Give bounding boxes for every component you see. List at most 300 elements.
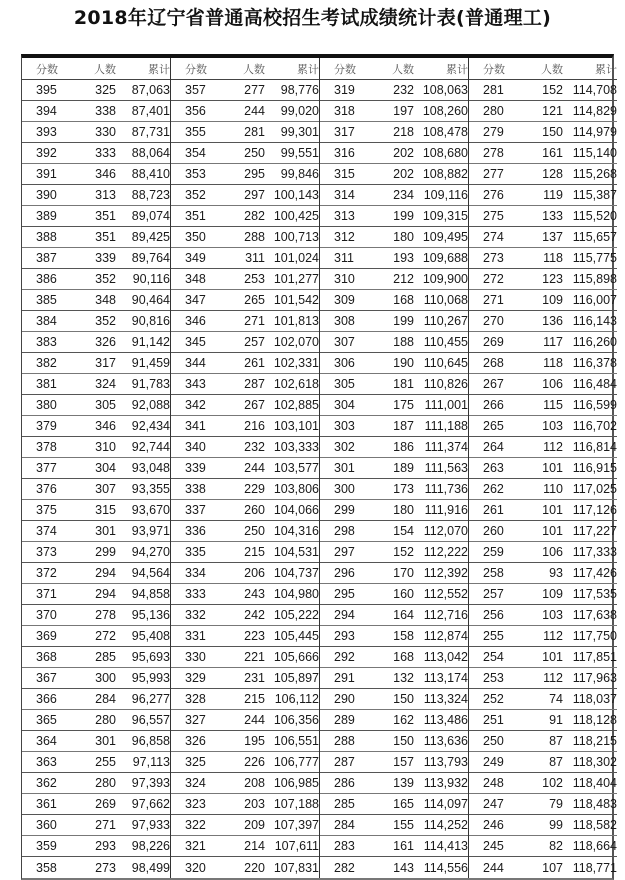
score-cell: 324 bbox=[185, 776, 206, 790]
table-row bbox=[469, 269, 617, 290]
table-row bbox=[171, 248, 319, 269]
score-cell: 311 bbox=[334, 251, 354, 265]
score-cell: 358 bbox=[36, 860, 57, 875]
table-row bbox=[22, 521, 170, 542]
count-cell: 294 bbox=[95, 566, 116, 580]
count-cell: 199 bbox=[393, 314, 414, 328]
count-cell: 244 bbox=[244, 461, 265, 475]
cumulative-cell: 91,142 bbox=[131, 335, 170, 349]
header-cumulative: 累计 bbox=[148, 62, 170, 76]
table-row bbox=[22, 185, 170, 206]
cumulative-cell: 102,618 bbox=[273, 377, 319, 391]
count-cell: 261 bbox=[244, 356, 265, 370]
score-cell: 346 bbox=[185, 314, 206, 328]
score-cell: 288 bbox=[334, 734, 355, 748]
table-row bbox=[171, 710, 319, 731]
score-cell: 286 bbox=[334, 776, 355, 790]
score-cell: 321 bbox=[185, 839, 206, 853]
cumulative-cell: 107,831 bbox=[273, 860, 319, 875]
cumulative-cell: 116,260 bbox=[572, 335, 617, 349]
count-cell: 299 bbox=[95, 545, 116, 559]
table-row bbox=[171, 227, 319, 248]
table-row bbox=[171, 395, 319, 416]
count-cell: 187 bbox=[393, 419, 414, 433]
score-cell: 338 bbox=[185, 482, 206, 496]
score-cell: 367 bbox=[36, 671, 57, 685]
table-row bbox=[171, 80, 319, 101]
count-cell: 103 bbox=[542, 419, 563, 433]
table-row bbox=[469, 815, 617, 836]
score-cell: 355 bbox=[185, 125, 206, 139]
count-cell: 324 bbox=[95, 377, 116, 391]
cumulative-cell: 117,426 bbox=[572, 566, 617, 580]
score-cell: 287 bbox=[334, 755, 355, 769]
table-row bbox=[320, 689, 468, 710]
cumulative-cell: 102,885 bbox=[273, 398, 319, 412]
table-row bbox=[22, 101, 170, 122]
cumulative-cell: 87,401 bbox=[131, 104, 170, 118]
score-cell: 328 bbox=[185, 692, 206, 706]
table-row bbox=[320, 500, 468, 521]
score-cell: 380 bbox=[36, 398, 57, 412]
count-cell: 255 bbox=[95, 755, 116, 769]
table-row bbox=[320, 248, 468, 269]
table-row bbox=[22, 437, 170, 458]
cumulative-cell: 99,301 bbox=[280, 125, 319, 139]
score-cell: 348 bbox=[185, 272, 206, 286]
score-cell: 375 bbox=[36, 503, 57, 517]
count-cell: 136 bbox=[542, 314, 563, 328]
cumulative-cell: 113,486 bbox=[423, 713, 468, 727]
table-row bbox=[171, 521, 319, 542]
score-cell: 268 bbox=[483, 356, 504, 370]
table-row bbox=[469, 458, 617, 479]
count-cell: 158 bbox=[393, 629, 414, 643]
score-cell: 257 bbox=[483, 587, 504, 601]
cumulative-cell: 103,577 bbox=[273, 461, 319, 475]
table-row bbox=[22, 206, 170, 227]
count-cell: 232 bbox=[393, 83, 414, 97]
score-cell: 351 bbox=[185, 209, 206, 223]
score-cell: 372 bbox=[36, 566, 57, 580]
cumulative-cell: 103,806 bbox=[273, 482, 319, 496]
table-row bbox=[171, 269, 319, 290]
count-cell: 250 bbox=[244, 146, 265, 160]
count-cell: 304 bbox=[95, 461, 116, 475]
cumulative-cell: 112,716 bbox=[423, 608, 468, 622]
cumulative-cell: 110,645 bbox=[423, 356, 468, 370]
count-cell: 231 bbox=[244, 671, 265, 685]
table-row bbox=[171, 731, 319, 752]
table-row bbox=[171, 458, 319, 479]
cumulative-cell: 116,484 bbox=[572, 377, 617, 391]
table-row bbox=[320, 80, 468, 101]
cumulative-cell: 108,680 bbox=[422, 146, 468, 160]
count-cell: 209 bbox=[244, 818, 265, 832]
count-cell: 326 bbox=[95, 335, 116, 349]
cumulative-cell: 107,397 bbox=[273, 818, 319, 832]
count-cell: 333 bbox=[95, 146, 116, 160]
count-cell: 181 bbox=[393, 377, 414, 391]
table-row bbox=[469, 290, 617, 311]
cumulative-cell: 90,116 bbox=[132, 272, 170, 286]
cumulative-cell: 104,066 bbox=[273, 503, 319, 517]
score-cell: 264 bbox=[483, 440, 504, 454]
score-cell: 267 bbox=[483, 377, 504, 391]
cumulative-cell: 92,744 bbox=[131, 440, 170, 454]
table-row bbox=[171, 353, 319, 374]
count-cell: 170 bbox=[393, 566, 414, 580]
score-cell: 378 bbox=[36, 440, 57, 454]
table-row bbox=[22, 479, 170, 500]
header-score: 分数 bbox=[185, 62, 207, 76]
header-score: 分数 bbox=[36, 62, 58, 76]
score-cell: 305 bbox=[334, 377, 355, 391]
score-cell: 270 bbox=[483, 314, 504, 328]
score-cell: 335 bbox=[185, 545, 206, 559]
cumulative-cell: 96,557 bbox=[131, 713, 170, 727]
score-cell: 384 bbox=[36, 314, 57, 328]
count-cell: 161 bbox=[542, 146, 563, 160]
count-cell: 87 bbox=[549, 755, 563, 769]
count-cell: 271 bbox=[244, 314, 265, 328]
score-cell: 280 bbox=[483, 104, 504, 118]
cumulative-cell: 93,048 bbox=[131, 461, 170, 475]
header-score: 分数 bbox=[334, 62, 356, 76]
table-row bbox=[469, 605, 617, 626]
cumulative-cell: 118,404 bbox=[572, 776, 617, 790]
score-cell: 259 bbox=[483, 545, 504, 559]
count-cell: 285 bbox=[95, 650, 116, 664]
count-cell: 101 bbox=[542, 650, 563, 664]
count-cell: 221 bbox=[244, 650, 265, 664]
cumulative-cell: 98,776 bbox=[280, 83, 319, 97]
score-cell: 303 bbox=[334, 419, 355, 433]
score-cell: 271 bbox=[483, 293, 504, 307]
score-cell: 331 bbox=[185, 629, 206, 643]
cumulative-cell: 87,063 bbox=[131, 83, 170, 97]
count-cell: 106 bbox=[542, 377, 563, 391]
count-cell: 107 bbox=[542, 860, 563, 875]
table-row bbox=[469, 773, 617, 794]
table-row bbox=[320, 479, 468, 500]
cumulative-cell: 117,535 bbox=[572, 587, 617, 601]
table-row bbox=[469, 332, 617, 353]
score-cell: 394 bbox=[36, 104, 57, 118]
score-cell: 272 bbox=[483, 272, 504, 286]
cumulative-cell: 109,495 bbox=[422, 230, 468, 244]
count-cell: 317 bbox=[95, 356, 116, 370]
table-row bbox=[22, 311, 170, 332]
table-row bbox=[22, 500, 170, 521]
cumulative-cell: 108,063 bbox=[422, 83, 468, 97]
score-cell: 357 bbox=[185, 83, 206, 97]
table-row bbox=[171, 122, 319, 143]
score-cell: 315 bbox=[334, 167, 355, 181]
count-cell: 152 bbox=[542, 83, 563, 97]
table-row bbox=[320, 815, 468, 836]
header-row bbox=[171, 58, 319, 80]
cumulative-cell: 118,302 bbox=[572, 755, 617, 769]
table-row bbox=[171, 290, 319, 311]
table-row bbox=[22, 815, 170, 836]
cumulative-cell: 117,227 bbox=[572, 524, 617, 538]
score-cell: 308 bbox=[334, 314, 355, 328]
cumulative-cell: 118,483 bbox=[572, 797, 617, 811]
table-row bbox=[171, 332, 319, 353]
score-cell: 249 bbox=[483, 755, 504, 769]
count-cell: 301 bbox=[95, 734, 116, 748]
count-cell: 295 bbox=[244, 167, 265, 181]
count-cell: 87 bbox=[549, 734, 563, 748]
cumulative-cell: 92,088 bbox=[131, 398, 170, 412]
score-cell: 330 bbox=[185, 650, 206, 664]
count-cell: 267 bbox=[244, 398, 265, 412]
score-cell: 370 bbox=[36, 608, 57, 622]
score-cell: 350 bbox=[185, 230, 206, 244]
count-cell: 118 bbox=[543, 356, 563, 370]
table-row bbox=[320, 227, 468, 248]
count-cell: 161 bbox=[393, 839, 414, 853]
score-cell: 320 bbox=[185, 860, 206, 875]
count-cell: 168 bbox=[393, 650, 414, 664]
table-row bbox=[171, 479, 319, 500]
table-row bbox=[469, 752, 617, 773]
count-cell: 180 bbox=[393, 230, 414, 244]
score-cell: 387 bbox=[36, 251, 57, 265]
table-row bbox=[171, 542, 319, 563]
score-distribution-table bbox=[21, 54, 617, 880]
count-cell: 305 bbox=[95, 398, 116, 412]
cumulative-cell: 116,814 bbox=[572, 440, 617, 454]
count-cell: 101 bbox=[542, 503, 563, 517]
table-row bbox=[320, 101, 468, 122]
score-cell: 382 bbox=[36, 356, 57, 370]
count-cell: 99 bbox=[549, 818, 563, 832]
score-cell: 248 bbox=[483, 776, 504, 790]
score-cell: 250 bbox=[483, 734, 504, 748]
cumulative-cell: 114,708 bbox=[572, 83, 617, 97]
column-group-3 bbox=[320, 58, 469, 878]
count-cell: 244 bbox=[244, 713, 265, 727]
cumulative-cell: 111,001 bbox=[424, 398, 468, 412]
count-cell: 150 bbox=[542, 125, 563, 139]
column-group-4 bbox=[469, 58, 617, 878]
table-row bbox=[171, 584, 319, 605]
count-cell: 260 bbox=[244, 503, 265, 517]
score-cell: 247 bbox=[483, 797, 504, 811]
table-row bbox=[320, 311, 468, 332]
score-cell: 260 bbox=[483, 524, 504, 538]
count-cell: 154 bbox=[393, 524, 414, 538]
score-cell: 284 bbox=[334, 818, 355, 832]
cumulative-cell: 99,846 bbox=[280, 167, 319, 181]
count-cell: 118 bbox=[543, 251, 563, 265]
header-row bbox=[22, 58, 170, 80]
cumulative-cell: 116,143 bbox=[572, 314, 617, 328]
score-cell: 281 bbox=[483, 83, 504, 97]
score-cell: 364 bbox=[36, 734, 57, 748]
score-cell: 293 bbox=[334, 629, 355, 643]
table-row bbox=[469, 563, 617, 584]
count-cell: 121 bbox=[542, 104, 563, 118]
count-cell: 109 bbox=[542, 587, 563, 601]
count-cell: 297 bbox=[244, 188, 265, 202]
cumulative-cell: 100,713 bbox=[273, 230, 319, 244]
cumulative-cell: 107,611 bbox=[274, 839, 319, 853]
table-row bbox=[22, 605, 170, 626]
table-row bbox=[171, 836, 319, 857]
cumulative-cell: 116,702 bbox=[572, 419, 617, 433]
score-cell: 298 bbox=[334, 524, 355, 538]
table-row bbox=[171, 626, 319, 647]
table-row bbox=[22, 122, 170, 143]
count-cell: 155 bbox=[393, 818, 414, 832]
table-row bbox=[22, 80, 170, 101]
count-cell: 112 bbox=[543, 440, 563, 454]
table-row bbox=[22, 458, 170, 479]
score-cell: 329 bbox=[185, 671, 206, 685]
count-cell: 311 bbox=[245, 251, 265, 265]
cumulative-cell: 114,413 bbox=[423, 839, 468, 853]
score-cell: 325 bbox=[185, 755, 206, 769]
table-row bbox=[22, 752, 170, 773]
count-cell: 351 bbox=[95, 209, 116, 223]
score-cell: 278 bbox=[483, 146, 504, 160]
column-group-1 bbox=[22, 58, 171, 878]
count-cell: 150 bbox=[393, 734, 414, 748]
table-row bbox=[469, 857, 617, 878]
count-cell: 307 bbox=[95, 482, 116, 496]
cumulative-cell: 114,556 bbox=[423, 860, 468, 875]
score-cell: 339 bbox=[185, 461, 206, 475]
cumulative-cell: 118,215 bbox=[572, 734, 617, 748]
table-row bbox=[469, 416, 617, 437]
table-row bbox=[171, 101, 319, 122]
count-cell: 112 bbox=[543, 671, 563, 685]
cumulative-cell: 88,064 bbox=[131, 146, 170, 160]
cumulative-cell: 96,277 bbox=[131, 692, 170, 706]
cumulative-cell: 104,531 bbox=[273, 545, 319, 559]
count-cell: 74 bbox=[549, 692, 563, 706]
cumulative-cell: 114,097 bbox=[423, 797, 468, 811]
cumulative-cell: 115,387 bbox=[572, 188, 617, 202]
table-row bbox=[320, 269, 468, 290]
count-cell: 190 bbox=[393, 356, 414, 370]
score-cell: 377 bbox=[36, 461, 57, 475]
cumulative-cell: 112,552 bbox=[423, 587, 468, 601]
score-cell: 368 bbox=[36, 650, 57, 664]
score-cell: 341 bbox=[185, 419, 206, 433]
score-cell: 374 bbox=[36, 524, 57, 538]
table-row bbox=[171, 815, 319, 836]
score-cell: 383 bbox=[36, 335, 57, 349]
table-row bbox=[22, 836, 170, 857]
table-row bbox=[22, 731, 170, 752]
count-cell: 117 bbox=[543, 335, 563, 349]
cumulative-cell: 91,783 bbox=[131, 377, 170, 391]
table-row bbox=[320, 206, 468, 227]
table-row bbox=[469, 437, 617, 458]
table-row bbox=[22, 563, 170, 584]
count-cell: 243 bbox=[244, 587, 265, 601]
cumulative-cell: 94,858 bbox=[131, 587, 170, 601]
table-row bbox=[320, 731, 468, 752]
table-row bbox=[320, 794, 468, 815]
score-cell: 376 bbox=[36, 482, 57, 496]
cumulative-cell: 108,478 bbox=[422, 125, 468, 139]
table-row bbox=[22, 689, 170, 710]
score-cell: 314 bbox=[334, 188, 355, 202]
table-row bbox=[22, 416, 170, 437]
cumulative-cell: 100,425 bbox=[273, 209, 319, 223]
table-row bbox=[171, 437, 319, 458]
cumulative-cell: 102,331 bbox=[273, 356, 319, 370]
table-row bbox=[469, 248, 617, 269]
count-cell: 250 bbox=[244, 524, 265, 538]
cumulative-cell: 113,324 bbox=[423, 692, 468, 706]
score-cell: 294 bbox=[334, 608, 355, 622]
count-cell: 265 bbox=[244, 293, 265, 307]
cumulative-cell: 101,277 bbox=[273, 272, 319, 286]
cumulative-cell: 109,688 bbox=[422, 251, 468, 265]
header-cumulative: 累计 bbox=[595, 62, 617, 76]
table-row bbox=[320, 710, 468, 731]
header-count: 人数 bbox=[94, 62, 116, 76]
score-cell: 245 bbox=[483, 839, 504, 853]
cumulative-cell: 112,070 bbox=[423, 524, 468, 538]
cumulative-cell: 117,750 bbox=[572, 629, 617, 643]
cumulative-cell: 98,499 bbox=[131, 860, 170, 875]
cumulative-cell: 116,915 bbox=[572, 461, 617, 475]
score-cell: 300 bbox=[334, 482, 355, 496]
count-cell: 282 bbox=[244, 209, 265, 223]
table-row bbox=[469, 647, 617, 668]
score-cell: 312 bbox=[334, 230, 355, 244]
cumulative-cell: 100,143 bbox=[273, 188, 319, 202]
score-cell: 289 bbox=[334, 713, 355, 727]
cumulative-cell: 92,434 bbox=[131, 419, 170, 433]
table-row bbox=[22, 626, 170, 647]
table-row bbox=[469, 101, 617, 122]
count-cell: 157 bbox=[393, 755, 414, 769]
count-cell: 229 bbox=[244, 482, 265, 496]
score-cell: 276 bbox=[483, 188, 504, 202]
cumulative-cell: 113,042 bbox=[423, 650, 468, 664]
header-row bbox=[469, 58, 617, 80]
cumulative-cell: 105,445 bbox=[273, 629, 319, 643]
score-cell: 279 bbox=[483, 125, 504, 139]
score-cell: 295 bbox=[334, 587, 355, 601]
count-cell: 133 bbox=[542, 209, 563, 223]
cumulative-cell: 93,971 bbox=[131, 524, 170, 538]
score-cell: 253 bbox=[483, 671, 504, 685]
table-row bbox=[469, 374, 617, 395]
cumulative-cell: 103,333 bbox=[273, 440, 319, 454]
count-cell: 257 bbox=[244, 335, 265, 349]
count-cell: 352 bbox=[95, 314, 116, 328]
cumulative-cell: 110,826 bbox=[423, 377, 468, 391]
table-row bbox=[469, 395, 617, 416]
count-cell: 226 bbox=[244, 755, 265, 769]
count-cell: 220 bbox=[244, 860, 265, 875]
table-column-groups bbox=[22, 58, 617, 878]
table-row bbox=[320, 458, 468, 479]
score-cell: 244 bbox=[483, 860, 504, 875]
cumulative-cell: 113,793 bbox=[423, 755, 468, 769]
count-cell: 287 bbox=[244, 377, 265, 391]
score-cell: 344 bbox=[185, 356, 206, 370]
